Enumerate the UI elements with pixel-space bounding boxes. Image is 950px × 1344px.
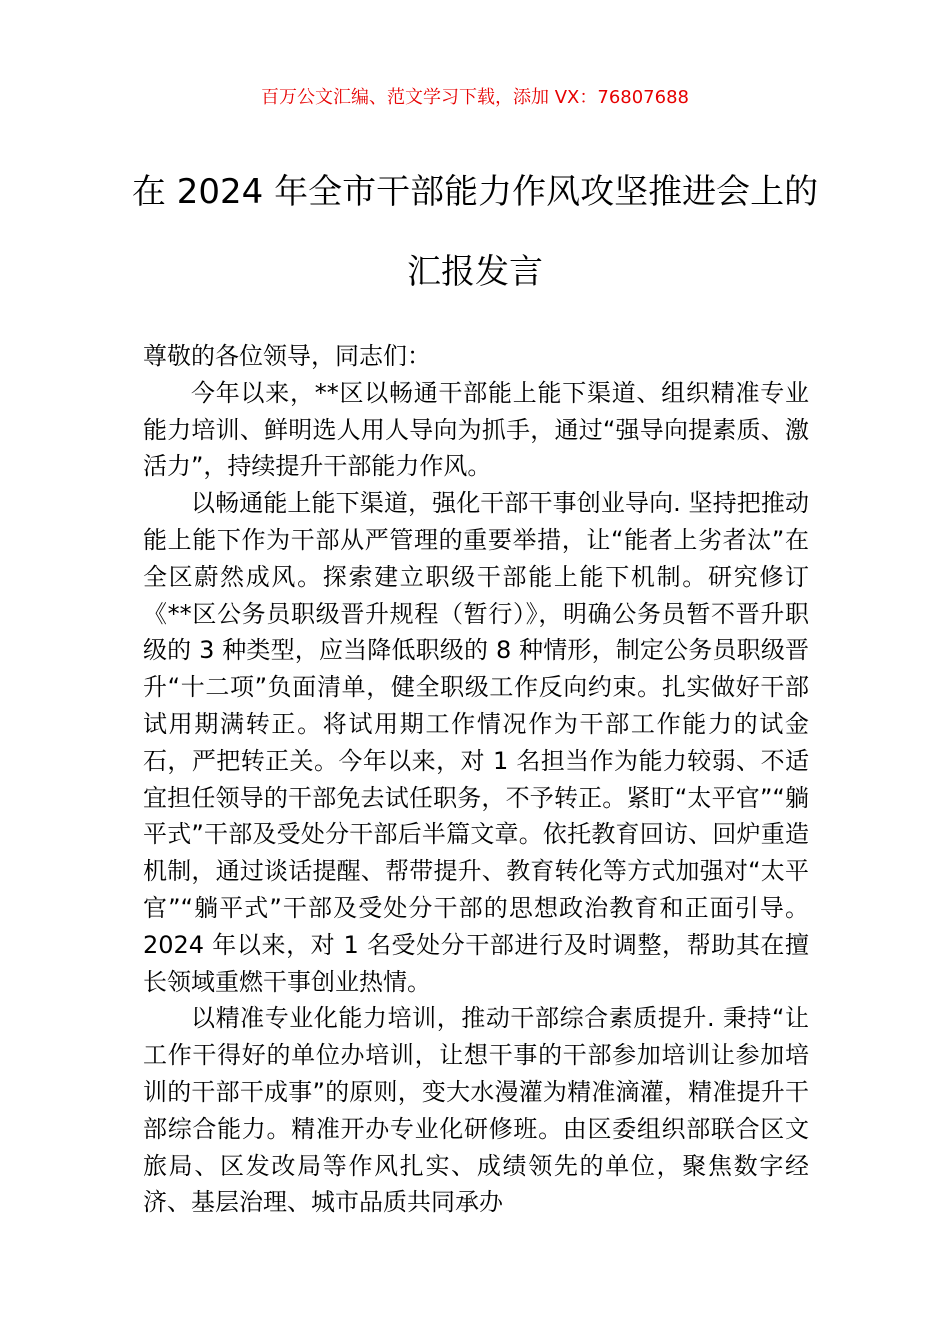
paragraph: 以精准专业化能力培训，推动干部综合素质提升. 秉持“让工作干得好的单位办培训，让想干事的干部参加培训让参加培训的干部干成事”的原则，变大水漫灌为精准滴灌，精准提升干部综合能力。精准开办专业化研修班。由区委组织部联合区文旅局、区发改局等作风扎实、成绩领先的单位，聚焦数字经济、基层治理、城市品质共同承办 [143,1004,809,1217]
salutation: 尊敬的各位领导，同志们： [143,342,431,370]
document-body [143,338,809,1221]
paragraph: 以畅通能上能下渠道，强化干部干事创业导向. 坚持把推动能上能下作为干部从严管理的重要举措，让“能者上劣者汰”在全区蔚然成风。探索建立职级干部能上能下机制。研究修订《**区公务员职级晋升规程（暂行）》，明确公务员暂不晋升职级的 3 种类型，应当降低职级的 8 种情形，制定公务员职级晋升“十二项”负面清单，健全职级工作反向约束。扎实做好干部试用期满转正。将试用期工作情况作为干部工作能力的试金石，严把转正关。今年以来，对 1 名担当作为能力较弱、不适宜担任领导的干部免去试任职务，不予转正。紧盯“太平官”“躺平式”干部及受处分干部后半篇文章。依托教育回访、回炉重造机制，通过谈话提醒、帮带提升、教育转化等方式加强对“太平官”“躺平式”干部及受处分干部的思想政治教育和正面引导。2024 年以来，对 1 名受处分干部进行及时调整，帮助其在擅长领域重燃干事创业热情。 [143,489,809,996]
paragraph: 今年以来，**区以畅通干部能上能下渠道、组织精准专业能力培训、鲜明选人用人导向为抓手，通过“强导向提素质、激活力”，持续提升干部能力作风。 [143,378,809,481]
header-promo-note: 百万公文汇编、范文学习下载，添加 VX：76807688 [261,87,689,108]
document-title: 在 2024 年全市干部能力作风攻坚推进会上的汇报发言 [131,172,819,292]
